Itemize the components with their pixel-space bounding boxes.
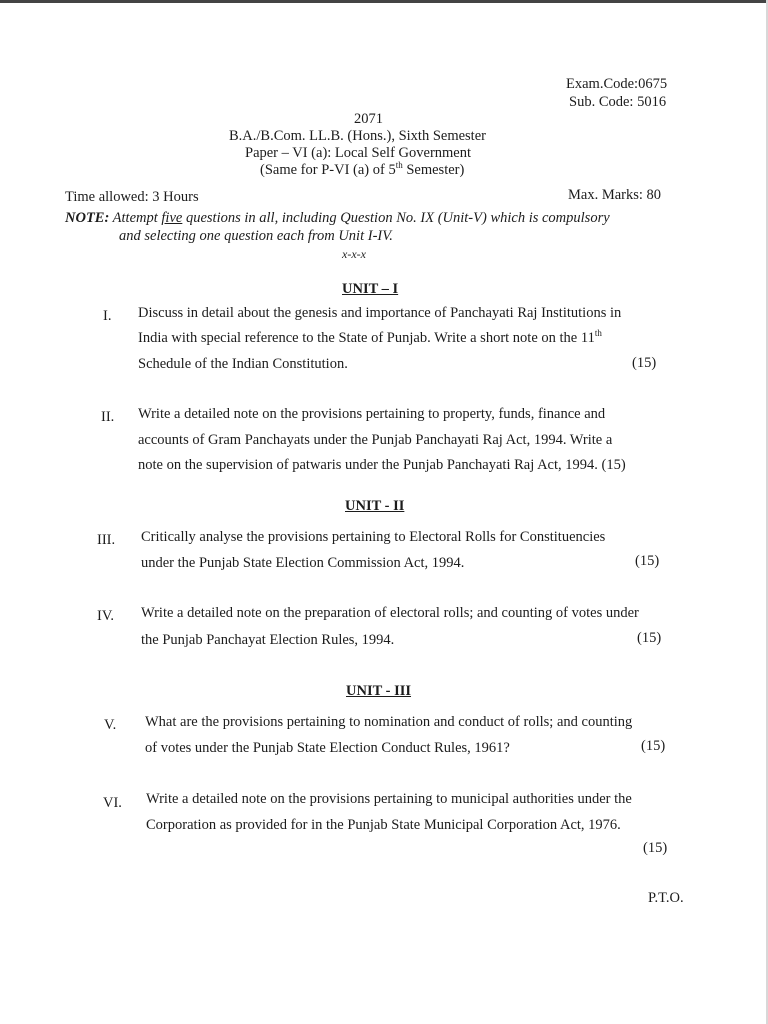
scan-top-edge [0, 0, 768, 3]
question-3-line-2: under the Punjab State Election Commission Act, 1994. [141, 555, 465, 571]
question-4-marks: (15) [637, 630, 662, 646]
unit-1-heading: UNIT – I [342, 281, 399, 297]
question-5-line-2: of votes under the Punjab State Election Conduct Rules, 1961? [145, 740, 510, 756]
question-number: VI. [103, 795, 122, 811]
question-6-line-1: Write a detailed note on the provisions pertaining to municipal authorities under the [146, 791, 632, 807]
unit-2-heading: UNIT - II [345, 498, 405, 514]
question-1-line-3: Schedule of the Indian Constitution. [138, 356, 348, 372]
pto-label: P.T.O. [648, 890, 684, 906]
paper-title: Paper – VI (a): Local Self Government [245, 145, 472, 161]
question-2-line-3: note on the supervision of patwaris under the Punjab Panchayati Raj Act, 1994. (15) [138, 457, 626, 473]
question-number: II. [101, 409, 115, 425]
question-4-line-1: Write a detailed note on the preparation of electoral rolls; and counting of votes under [141, 605, 639, 621]
question-3-marks: (15) [635, 553, 660, 569]
question-6-marks: (15) [643, 840, 668, 856]
question-1-marks: (15) [632, 355, 657, 371]
question-3-line-1: Critically analyse the provisions pertaining to Electoral Rolls for Constituencies [141, 529, 606, 545]
same-for-note: (Same for P-VI (a) of 5th Semester) [260, 160, 465, 178]
time-allowed: Time allowed: 3 Hours [65, 189, 199, 205]
question-number: I. [103, 308, 112, 324]
question-1-line-1: Discuss in detail about the genesis and importance of Panchayati Raj Institutions in [138, 305, 622, 321]
exam-code: Exam.Code:0675 [566, 76, 668, 92]
question-number: IV. [97, 608, 115, 624]
question-1-line-2: India with special reference to the State of Punjab. Write a short note on the 11th [138, 328, 602, 346]
unit-3-heading: UNIT - III [346, 683, 412, 699]
question-5-line-1: What are the provisions pertaining to nomination and conduct of rolls; and counting [145, 714, 633, 730]
question-number: III. [97, 532, 116, 548]
separator: x-x-x [342, 247, 366, 261]
course-title: B.A./B.Com. LL.B. (Hons.), Sixth Semester [229, 128, 486, 144]
question-6-line-2: Corporation as provided for in the Punjab State Municipal Corporation Act, 1976. [146, 817, 621, 833]
question-4-line-2: the Punjab Panchayat Election Rules, 1994. [141, 632, 395, 648]
note-line-2: and selecting one question each from Unit I-IV. [119, 228, 393, 244]
max-marks: Max. Marks: 80 [568, 187, 662, 203]
question-2-line-1: Write a detailed note on the provisions pertaining to property, funds, finance and [138, 406, 606, 422]
note-line-1: NOTE: Attempt five questions in all, including Question No. IX (Unit-V) which is compulsory [65, 210, 610, 226]
year: 2071 [354, 111, 383, 127]
sub-code: Sub. Code: 5016 [569, 94, 667, 110]
question-number: V. [104, 717, 117, 733]
question-2-line-2: accounts of Gram Panchayats under the Punjab Panchayati Raj Act, 1994. Write a [138, 432, 613, 448]
question-5-marks: (15) [641, 738, 666, 754]
